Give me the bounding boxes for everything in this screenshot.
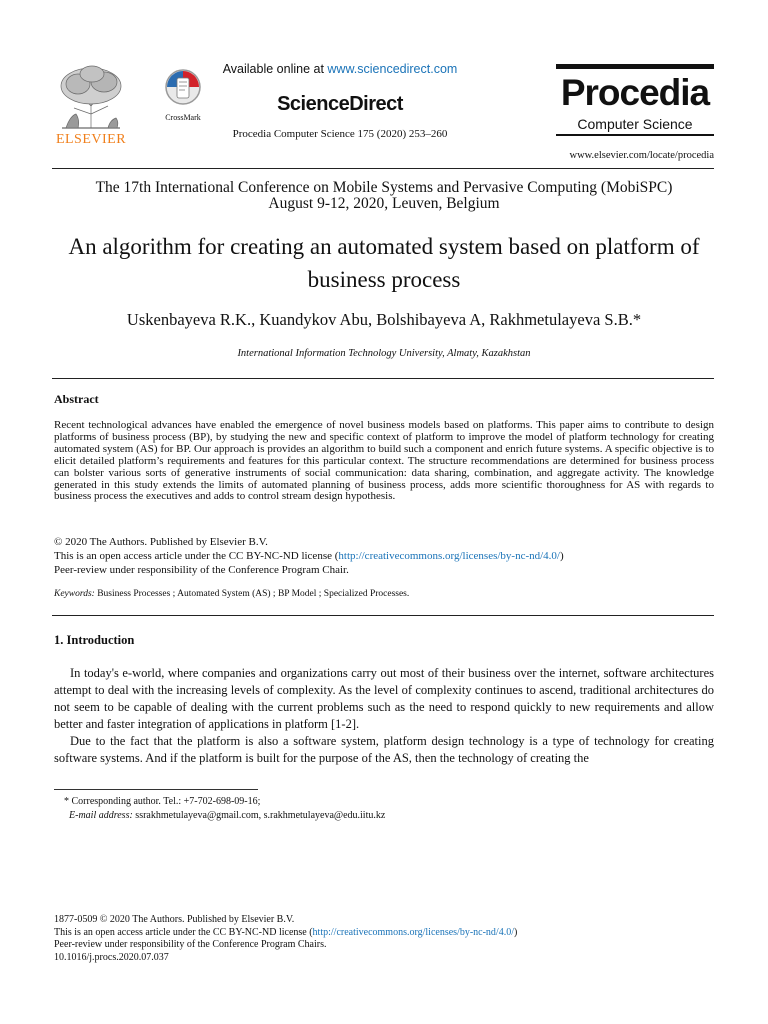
paper-authors: Uskenbayeva R.K., Kuandykov Abu, Bolshibayeva A, Rakhmetulayeva S.B.* <box>126 310 642 329</box>
journal-reference: Procedia Computer Science 175 (2020) 253–260 <box>232 128 448 140</box>
available-prefix: Available online at <box>222 62 328 76</box>
procedia-title: Procedia <box>560 72 710 113</box>
introduction-paragraph-1: In today's e-world, where companies and organizations carry out most of their business over the internet, software architectures attempt to deal with the increasing levels of complexity. As the level of complexity continues to ascend, traditional architectures do not seem to be capable of dealing with the current problems such as the need to respond quickly to new requirements and allow better and faster integration of applications in platform [1-2]. <box>54 666 714 731</box>
header-divider <box>52 168 714 169</box>
footer-license-suffix: ) <box>513 926 518 938</box>
abstract-text: Recent technological advances have enabled the emergence of novel business models based on platforms. This paper aims to contribute to design platforms of business process (BP), by studying the new and specific context of platform to improve the model of platform technology for creating automated system (AS) for BP. Our approach is provides an algorithm to build such a component and enrich future systems. A specific objective is to elicit detailed platform’s requirements and features for this particular context. The structure recommendations are determined for business process can bolster various sorts of generative instruments of social communication: data sharing, combination, and aggregate activity. The knowledge generated in this study extends the limits of automated planning of business process, adds more scientific thoroughness for AS with regards to business process the executives and adds to control stream design hypothesis. <box>54 419 714 503</box>
author-affiliation: International Information Technology University, Almaty, Kazakhstan <box>237 348 531 359</box>
footnote <box>64 795 714 823</box>
elsevier-logo <box>52 62 130 148</box>
abstract-heading: Abstract <box>54 392 99 406</box>
conference-name: The 17th International Conference on Mobile Systems and Pervasive Computing (MobiSPC) <box>95 179 673 196</box>
issn-line: 1877-0509 © 2020 The Authors. Published by Elsevier B.V. <box>54 914 295 925</box>
footer-license-line <box>54 927 714 940</box>
email-addresses: ssrakhmetulayeva@gmail.com, s.rakhmetulayeva@edu.iitu.kz <box>132 810 386 821</box>
crossmark-icon <box>164 68 202 106</box>
license-suffix: ) <box>560 550 564 562</box>
license-line <box>54 549 714 563</box>
elsevier-wordmark: ELSEVIER <box>55 132 127 147</box>
footer-peer-review: Peer-review under responsibility of the Conference Program Chairs. <box>54 939 327 950</box>
license-prefix: This is an open access article under the CC BY-NC-ND license ( <box>54 550 339 562</box>
keywords-line <box>54 589 714 599</box>
publication-footer <box>54 914 714 964</box>
email-label: E-mail address: <box>69 810 133 821</box>
introduction-heading: 1. Introduction <box>54 633 135 647</box>
sciencedirect-brand: ScienceDirect <box>277 93 403 115</box>
crossmark-label: CrossMark <box>165 113 201 122</box>
available-online <box>200 62 480 76</box>
conference-date-place: August 9-12, 2020, Leuven, Belgium <box>268 195 500 212</box>
footer-license-prefix: This is an open access article under the CC BY-NC-ND license ( <box>54 926 313 938</box>
procedia-subtitle: Computer Science <box>577 116 693 132</box>
paper-title <box>40 230 728 296</box>
conference-info <box>40 180 728 212</box>
sciencedirect-link[interactable]: www.sciencedirect.com <box>327 62 458 76</box>
footer-license-link[interactable]: http://creativecommons.org/licenses/by-nc-nd/4.0/ <box>312 926 514 938</box>
abstract-copyright-block <box>54 535 714 577</box>
paper-title-line-1: An algorithm for creating an automated system based on platform of <box>68 234 700 259</box>
paper-title-line-2: business process <box>307 267 461 292</box>
corresponding-author: * Corresponding author. Tel.: +7-702-698-09-16; <box>64 796 261 807</box>
doi-line[interactable]: 10.1016/j.procs.2020.07.037 <box>54 951 169 963</box>
keywords-list: Business Processes ; Automated System (AS) ; BP Model ; Specialized Processes. <box>94 589 410 599</box>
license-link[interactable]: http://creativecommons.org/licenses/by-nc-nd/4.0/ <box>338 550 560 562</box>
abstract-divider-top <box>52 378 714 379</box>
copyright-line: © 2020 The Authors. Published by Elsevier B.V. <box>54 536 268 548</box>
elsevier-tree-icon <box>52 62 130 132</box>
keywords-label: Keywords: <box>54 589 95 599</box>
abstract-divider-bottom <box>52 615 714 616</box>
introduction-body <box>54 665 714 767</box>
peer-review-line: Peer-review under responsibility of the Conference Program Chair. <box>54 564 349 576</box>
introduction-paragraph-2: Due to the fact that the platform is also a software system, platform design technology is a type of technology for creating software systems. And if the platform is built for the purpose of the AS, then the technology of creating the <box>54 734 714 765</box>
journal-homepage-link[interactable]: www.elsevier.com/locate/procedia <box>569 150 714 161</box>
footnote-divider <box>54 789 258 790</box>
email-line <box>64 809 714 823</box>
